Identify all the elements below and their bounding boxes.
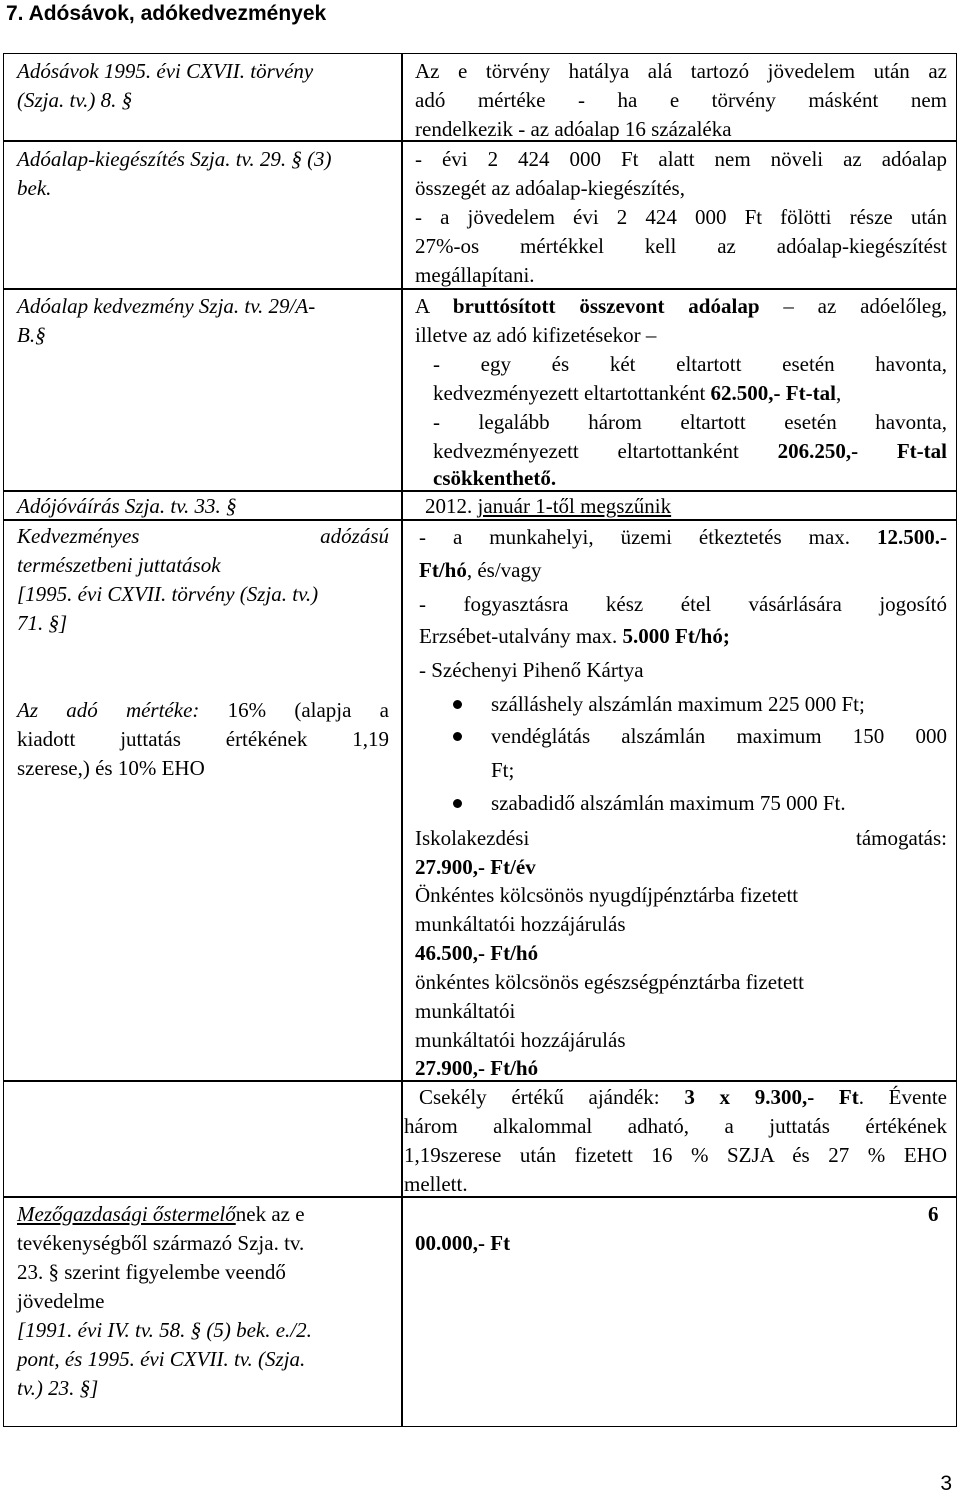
- row-termeszetbeni-text: - fogyasztásra kész étel vásárlására jogosító: [419, 592, 947, 616]
- row-egeszseg-text: önkéntes kölcsönös egészségpénztárba fizetett: [415, 970, 804, 994]
- row-kedvezmeny-text: csökkenthető.: [433, 466, 557, 490]
- text-run: Erzsébet-utalvány max.: [419, 624, 623, 648]
- text-run-bold: 12.500.-: [877, 525, 947, 549]
- list-item: Ft;: [491, 758, 515, 782]
- text-run: Csekély értékű ajándék:: [419, 1085, 685, 1109]
- row-kedvezmeny-text: - egy és két eltartott esetén havonta,: [433, 352, 947, 376]
- row-egeszseg-value: 27.900,- Ft/hó: [415, 1056, 539, 1080]
- row-kiegeszites-text: - a jövedelem évi 2 424 000 Ft fölötti része után: [415, 205, 947, 229]
- section-heading: 7. Adósávok, adókedvezmények: [6, 2, 327, 25]
- row-ajandek-text: három alkalommal adható, a juttatás értékének: [404, 1114, 947, 1138]
- text-run: - a munkahelyi, üzemi étkeztetés max.: [419, 525, 877, 549]
- page-number: 3: [940, 1472, 952, 1495]
- row-nyugdij-text: Önkéntes kölcsönös nyugdíjpénztárba fizetett: [415, 883, 799, 907]
- row-ostermelo-reference: [1991. évi IV. tv. 58. § (5) bek. e./2.: [17, 1318, 312, 1342]
- row-adojovairas-label: Adójóváírás Szja. tv. 33. §: [17, 494, 237, 518]
- row-ajandek-text: [419, 1083, 947, 1112]
- row-termeszetbeni-rate: [17, 696, 389, 725]
- row-kiegeszites-label: Adóalap-kiegészítés Szja. tv. 29. § (3): [17, 147, 332, 171]
- row-kedvezmeny-text: [433, 379, 947, 408]
- row-nyugdij-text: munkáltatói hozzájárulás: [415, 912, 626, 936]
- row-iskolakezdes-value: 27.900,- Ft/év: [415, 855, 536, 879]
- row-ostermelo-value: 6: [928, 1202, 939, 1226]
- list-item: vendéglátás alszámlán maximum 150 000: [491, 724, 947, 748]
- row-kiegeszites-label: bek.: [17, 176, 52, 200]
- bullet-icon: [453, 732, 462, 741]
- text-run-bold: bruttósított összevont adóalap: [452, 294, 760, 318]
- row-ostermelo-label: jövedelme: [17, 1289, 105, 1313]
- row-adosavok-text: adó mértéke - ha e törvény másként nem: [415, 88, 947, 112]
- text-run-bold: 206.250,- Ft-tal: [777, 439, 947, 463]
- row-kedvezmeny-label: Adóalap kedvezmény Szja. tv. 29/A-: [17, 294, 316, 318]
- row-termeszetbeni-rate: kiadott juttatás értékének 1,19: [17, 727, 389, 751]
- row-ostermelo-label: tevékenységből származó Szja. tv.: [17, 1231, 305, 1255]
- text-run: , és/vagy: [466, 558, 542, 582]
- list-item: szabadidő alszámlán maximum 75 000 Ft.: [491, 791, 846, 815]
- row-termeszetbeni-text: - Széchenyi Pihenő Kártya: [419, 658, 644, 682]
- row-kiegeszites-text: 27%-os mértékkel kell az adóalap-kiegészítést: [415, 234, 947, 258]
- text-run-underlined: január 1-től megszűnik: [477, 494, 672, 518]
- row-kiegeszites-text: megállapítani.: [415, 263, 535, 287]
- row-adojovairas-text: [425, 492, 947, 521]
- list-item: szálláshely alszámlán maximum 225 000 Ft;: [491, 692, 865, 716]
- text-run: nek az e: [235, 1202, 305, 1226]
- row-termeszetbeni-label: [17, 522, 389, 551]
- text-run: Iskolakezdési: [415, 826, 530, 850]
- text-run: . Évente: [858, 1085, 947, 1109]
- text-run-bold: 3 x 9.300,- Ft: [684, 1085, 859, 1109]
- text-run-bold: Ft/hó: [419, 558, 467, 582]
- row-ajandek-text: 1,19szerese után fizetett 16 % SZJA és 27 % EHO: [404, 1143, 947, 1167]
- row-termeszetbeni-label: [1995. évi CXVII. törvény (Szja. tv.): [17, 582, 319, 606]
- row-kiegeszites-text: összegét az adóalap-kiegészítés,: [415, 176, 685, 200]
- row-kedvezmeny-text: - legalább három eltartott esetén havonta,: [433, 410, 947, 434]
- row-ostermelo-value: 00.000,- Ft: [415, 1231, 511, 1255]
- row-termeszetbeni-rate: szerese,) és 10% EHO: [17, 756, 205, 780]
- text-run-italic-underlined: Mezőgazdasági őstermelő: [17, 1202, 236, 1226]
- row-termeszetbeni-text: [419, 523, 947, 552]
- row-kedvezmeny-label: B.§: [17, 323, 46, 347]
- row-termeszetbeni-label: 71. §]: [17, 611, 68, 635]
- row-termeszetbeni-label: természetbeni juttatások: [17, 553, 221, 577]
- row-kedvezmeny-text: [415, 292, 947, 321]
- row-termeszetbeni-text: [419, 556, 947, 585]
- text-run: ,: [835, 381, 842, 405]
- row-kiegeszites-text: - évi 2 424 000 Ft alatt nem növeli az adóalap: [415, 147, 947, 171]
- row-ostermelo-reference: tv.) 23. §]: [17, 1376, 99, 1400]
- text-run: 2012.: [425, 494, 478, 518]
- text-run: A: [415, 294, 453, 318]
- text-run-italic: Az adó mértéke:: [17, 698, 200, 722]
- row-egeszseg-text: munkáltatói hozzájárulás: [415, 1028, 626, 1052]
- row-adosavok-label: (Szja. tv.) 8. §: [17, 88, 133, 112]
- bullet-icon: [453, 700, 462, 709]
- row-adosavok-label: Adósávok 1995. évi CXVII. törvény: [17, 59, 314, 83]
- text-run: kedvezményezett eltartottanként: [433, 439, 778, 463]
- bullet-icon: [453, 799, 462, 808]
- row-ostermelo-label: 23. § szerint figyelembe veendő: [17, 1260, 286, 1284]
- text-run: – az adóelőleg,: [759, 294, 947, 318]
- row-iskolakezdes-text: [415, 824, 947, 853]
- row-ostermelo-label: [17, 1200, 389, 1229]
- text-run-bold: 5.000 Ft/hó;: [622, 624, 730, 648]
- row-termeszetbeni-text: [419, 622, 947, 651]
- row-adosavok-text: rendelkezik - az adóalap 16 százaléka: [415, 117, 732, 141]
- row-adosavok-text: Az e törvény hatálya alá tartozó jövedelem után az: [415, 59, 947, 83]
- row-kedvezmeny-text: [433, 437, 947, 466]
- text-run: 16% (alapja a: [199, 698, 389, 722]
- text-run: Kedvezményes: [17, 524, 140, 548]
- text-run-bold: 62.500,- Ft-tal: [710, 381, 836, 405]
- row-ajandek-text: mellett.: [404, 1172, 468, 1196]
- row-nyugdij-value: 46.500,- Ft/hó: [415, 941, 539, 965]
- text-run: kedvezményezett eltartottanként: [433, 381, 711, 405]
- text-run: adózású: [320, 524, 389, 548]
- row-egeszseg-text: munkáltatói: [415, 999, 516, 1023]
- row-ostermelo-reference: pont, és 1995. évi CXVII. tv. (Szja.: [17, 1347, 306, 1371]
- row-kedvezmeny-text: illetve az adó kifizetésekor –: [415, 323, 657, 347]
- text-run: támogatás:: [856, 826, 947, 850]
- column-divider: [401, 53, 403, 1427]
- row-divider: [3, 1196, 957, 1198]
